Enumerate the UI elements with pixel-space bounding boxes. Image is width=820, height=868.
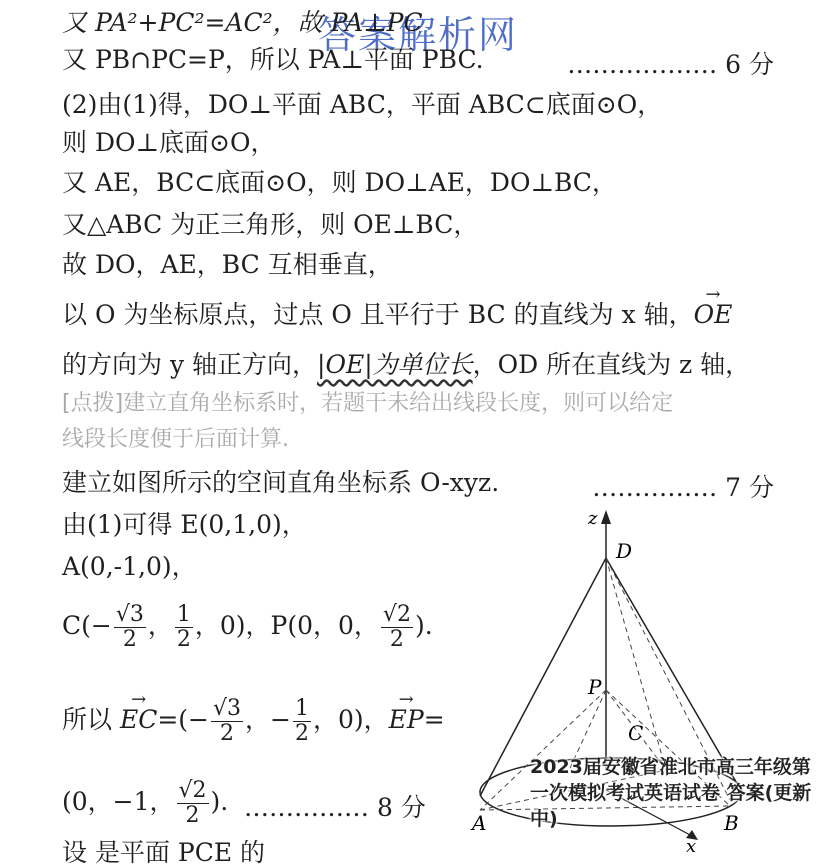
text-line-8-main: 以 O 为坐标原点，过点 O 且平行于 BC 的直线为 x 轴， [62, 300, 694, 329]
text-line-3: (2)由(1)得，DO⊥平面 ABC，平面 ABC⊂底面⊙O， [62, 90, 663, 119]
hint-note-line-1: [点拨]建立直角坐标系时，若题干未给出线段长度，则可以给定 [62, 391, 674, 416]
ec-mid3: ，0)， [312, 705, 389, 734]
label-x: x [686, 836, 697, 856]
fraction-denominator: 2 [294, 721, 309, 746]
text-line-13 [62, 596, 433, 656]
fraction-denominator: 2 [220, 721, 234, 746]
fraction-c-y [175, 603, 193, 652]
unit-length-phrase: |OE|为单位长 [317, 350, 473, 379]
text-line-5: 又 AE，BC⊂底面⊙O，则 DO⊥AE，DO⊥BC， [62, 168, 617, 197]
text-line-2: 又 PB∩PC=P，所以 PA⊥平面 PBC. [62, 45, 484, 74]
ep-equals: = [423, 705, 445, 734]
fraction-p-z [381, 603, 413, 652]
z-arrow [601, 510, 611, 524]
label-A: A [472, 811, 487, 835]
so-prefix: 所以 [62, 705, 120, 734]
text-line-9 [62, 350, 750, 380]
fraction-numerator: 1 [294, 696, 309, 721]
fraction-numerator: 1 [176, 602, 191, 627]
fraction-ec-y [293, 697, 311, 746]
fraction-numerator: √3 [213, 696, 242, 721]
ec-mid2: ，− [245, 705, 291, 734]
label-D: D [616, 539, 633, 563]
fraction-ec-x [211, 697, 243, 746]
label-B: B [724, 811, 739, 835]
fraction-ep-z [177, 779, 209, 828]
fraction-denominator: 2 [122, 627, 137, 652]
label-C: C [628, 721, 644, 745]
overlay-banner[interactable]: 2023届安徽省淮北市高三年级第一次模拟考试英语试卷 答案(更新中) [530, 756, 812, 830]
label-P: P [588, 675, 602, 699]
ep-end: ). [210, 787, 229, 816]
line-13-end: ). [414, 611, 433, 640]
fraction-numerator: √3 [115, 602, 144, 627]
hint-note-line-2: 线段长度便于后面计算. [62, 427, 289, 452]
c-prefix: C(− [62, 611, 112, 640]
label-z: z [588, 508, 598, 529]
fraction-numerator: √2 [178, 778, 207, 803]
text-line-9-end: ，OD 所在直线为 z 轴， [472, 350, 751, 379]
text-line-11: 由(1)可得 E(0,1,0)， [62, 510, 307, 539]
fraction-denominator: 2 [389, 627, 404, 652]
vector-ep: → EP [389, 690, 424, 750]
comma: ， [147, 611, 173, 640]
vector-oe: → OE [694, 300, 733, 330]
c-suffix: ，0)，P(0，0， [194, 611, 379, 640]
text-line-8 [62, 300, 732, 330]
ec-mid1: =(− [157, 705, 209, 734]
text-line-15 [62, 772, 228, 832]
text-line-16-cut: 设 是平面 PCE 的 [62, 838, 266, 867]
vector-ec: → EC [120, 690, 157, 750]
fraction-numerator: √2 [382, 602, 411, 627]
fraction-denominator: 2 [185, 803, 200, 828]
watermark: 答案解析网 [318, 13, 519, 57]
text-line-4: 则 DO⊥底面⊙O， [62, 128, 276, 157]
text-line-9-start: 的方向为 y 轴正方向， [62, 350, 318, 379]
text-line-1: 又 PA²+PC²=AC²，故 PA⊥PC [62, 8, 423, 37]
text-line-14 [62, 690, 445, 750]
text-line-12: A(0,-1,0)， [62, 552, 197, 581]
score-7: …………… 7 分 [592, 473, 774, 502]
score-6: ……………… 6 分 [567, 50, 774, 79]
fraction-c-x [114, 603, 146, 652]
ep-prefix: (0，−1， [62, 787, 175, 816]
score-8: …………… 8 分 [244, 793, 426, 822]
text-line-6: 又△ABC 为正三角形，则 OE⊥BC， [62, 210, 479, 239]
text-line-10: 建立如图所示的空间直角坐标系 O-xyz. [62, 468, 500, 497]
text-line-7: 故 DO，AE，BC 互相垂直， [62, 250, 393, 279]
fraction-denominator: 2 [176, 627, 191, 652]
